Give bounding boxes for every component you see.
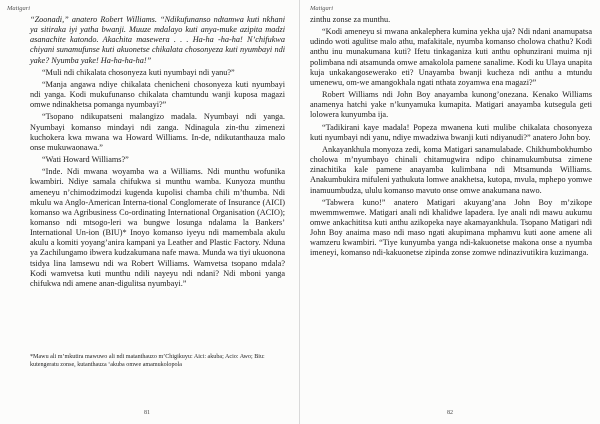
left-page-body: [30, 15, 285, 289]
running-head-left: Matigari: [7, 5, 31, 12]
paragraph: “Manja angawa ndiye chikalata chenicheni chosonyeza kuti nyumbayi ndi yanga. Kodi mukufunanso chikalata chamtundu wanji kuposa magazi omwe ndinakhetsa pomanga nyumbayi?”: [30, 79, 285, 110]
paragraph: “Tabwera kuno!” anatero Matigari akuyang’ana John Boy m’zikope mwemmwemwe. Matigari anali ndi khalidwe lapadera. Iye anali ndi mawu aukumu omwe ankachititsa kuti anthu azikopeka naye akamayankhula. Tsopano Matigari ndi John Boy anaima maso ndi maso ngati akupimana mphamvu kuti aone amene ali wamzeru kwambiri. “Tiye kunyumba yanga ndi-kakuonetse makona onse a nyumba imeneyi, komanso ndi-kakuonetse zipinda zonse zomwe ndinazivutikira kuzimanga.: [310, 197, 592, 258]
running-head-right: Matigari: [310, 5, 334, 12]
paragraph: Ankayankhula monyoza zedi, koma Matigari sanamulabade. Chikhumbokhumbo cholowa m’nyumbayo chinali chitamugwira ndipo chinamukumbutsa zimene zinachitika kale pamene anayamba kulimbana ndi Mtsamunda Williams. Anakumbukira mifuleni yathukuta lomwe anakhetsa, kutopa, mvula, mphepo yomwe inamuumbudza, ululu komanso mavuto onse omwe anakumana nawo.: [310, 144, 592, 195]
paragraph: “Tadikirani kaye madala! Popeza mwanena kuti mulibe chikalata chosonyeza kuti nyumbayi ndi yanu, ndiye mwadziwa bwanji kuti ndiyanudi?” anatero John boy.: [310, 122, 592, 142]
page-number-right: 82: [447, 410, 453, 416]
right-page-body: [310, 15, 592, 259]
page-number-left: 81: [144, 410, 150, 416]
paragraph: “Kodi ameneyu si mwana ankalephera kumina yekha uja? Ndi ndani anamupatsa udindo woti agulitse malo athu, mafakitale, nyumba komanso cholowa chathu? Kodi anthu inu munakumana kuti? Ifetu tinkaganiza kuti anthu ophunzirani muima nji polimbana ndi atsamunda omwe amakolola pamene sanalime. Kodi ku Ulaya unapita kuja unkakangosewerako eti? Unayamba bwanji kucheza ndi anthu a mtundu umenewu, om-we amangokhala ngati nthata zoyamwa ena magazi?”: [310, 27, 592, 87]
paragraph: zinthu zonse za munthu.: [310, 15, 391, 24]
paragraph: “Zoonadi,” anatero Robert Williams. “Ndikufunanso ndtamwa kuti nkhani ya sitiraka iyi yatha bwanji. Muuze mdalayo kuti anya-muke azipita madzi asanachite katondo. Akachita masewera . . . Ha-ha -ha-ha! N’chifukwa chiyani sunamufunse kuti akuonetse chikalata chosonyeza kuti nyumbayi ndi yake? Nyumba yake! Ha-ha-ha-ha!”: [30, 15, 285, 65]
paragraph: “Tsopano ndikupatseni malangizo madala. Nyumbayi ndi yanga. Nyumbayi komanso mindayi ndi zanga. Ndinagula zin-thu zimenezi kuchokera kwa mwana wa Howard Williams. In-de, ndikutanthauza malo onse mukuwaonawa.”: [30, 112, 285, 152]
right-page: [300, 0, 600, 424]
paragraph: Robert Williams ndi John Boy anayamba kunong’onezana. Kenako Williams anamenya hatchi yake n’kunyamuka kumapita. Matigari anayamba kutsegula geti lolowera kunyumba ija.: [310, 90, 592, 120]
paragraph: “Inde. Ndi mwana woyamba wa a Williams. Ndi munthu wofunika kwambiri. Ndiye samala chifukwa si munthu wamba. Kunyoza munthu ameneyu n’chimodzimodzi kugenda kupolisi chamba chili m’thumba. Ndi mkulu wa Anglo-American Interna-tional Conglomerate of Insurance (AICI) komanso wa Agribusiness Co-ordinating International Organisation (ACIO); komanso ndi mtsogo-leri wa bungwe losunga ndalama la Bankers’ International Un-ion (BIU)* Inoyo komanso iyeyu ndi mamembala akulu akulu a komiti yoyang’anira kampani ya Leather and Plastic Factory. Nduna ya Zachilungamo ibwera kudzakumana nafe mawa. Munda wa tiyi ukuonona tsidya lina lamsewu ndi wa Robert Williams. Wamvetsa tsopano mdala? Kodi wamvetsa kuti munthu ndili nayeyu ndi ndani? Ndi mboni yanga chifukwa ndi amene anan-digulitsa nyumbayi.”: [30, 167, 285, 288]
paragraph: “Muli ndi chikalata chosonyeza kuti nyumbayi ndi yanu?”: [42, 67, 235, 77]
footnote: *Mawu ali m’mkutira mawuwo ali ndi matanthauzo m’Chigikuyu: Aici: akuba; Acio: Awo; Biu: kutengeratu zonse, kutanthauza ‘akuba omwe amamukolopola: [30, 354, 265, 369]
paragraph: “Wati Howard Williams?”: [42, 155, 129, 165]
